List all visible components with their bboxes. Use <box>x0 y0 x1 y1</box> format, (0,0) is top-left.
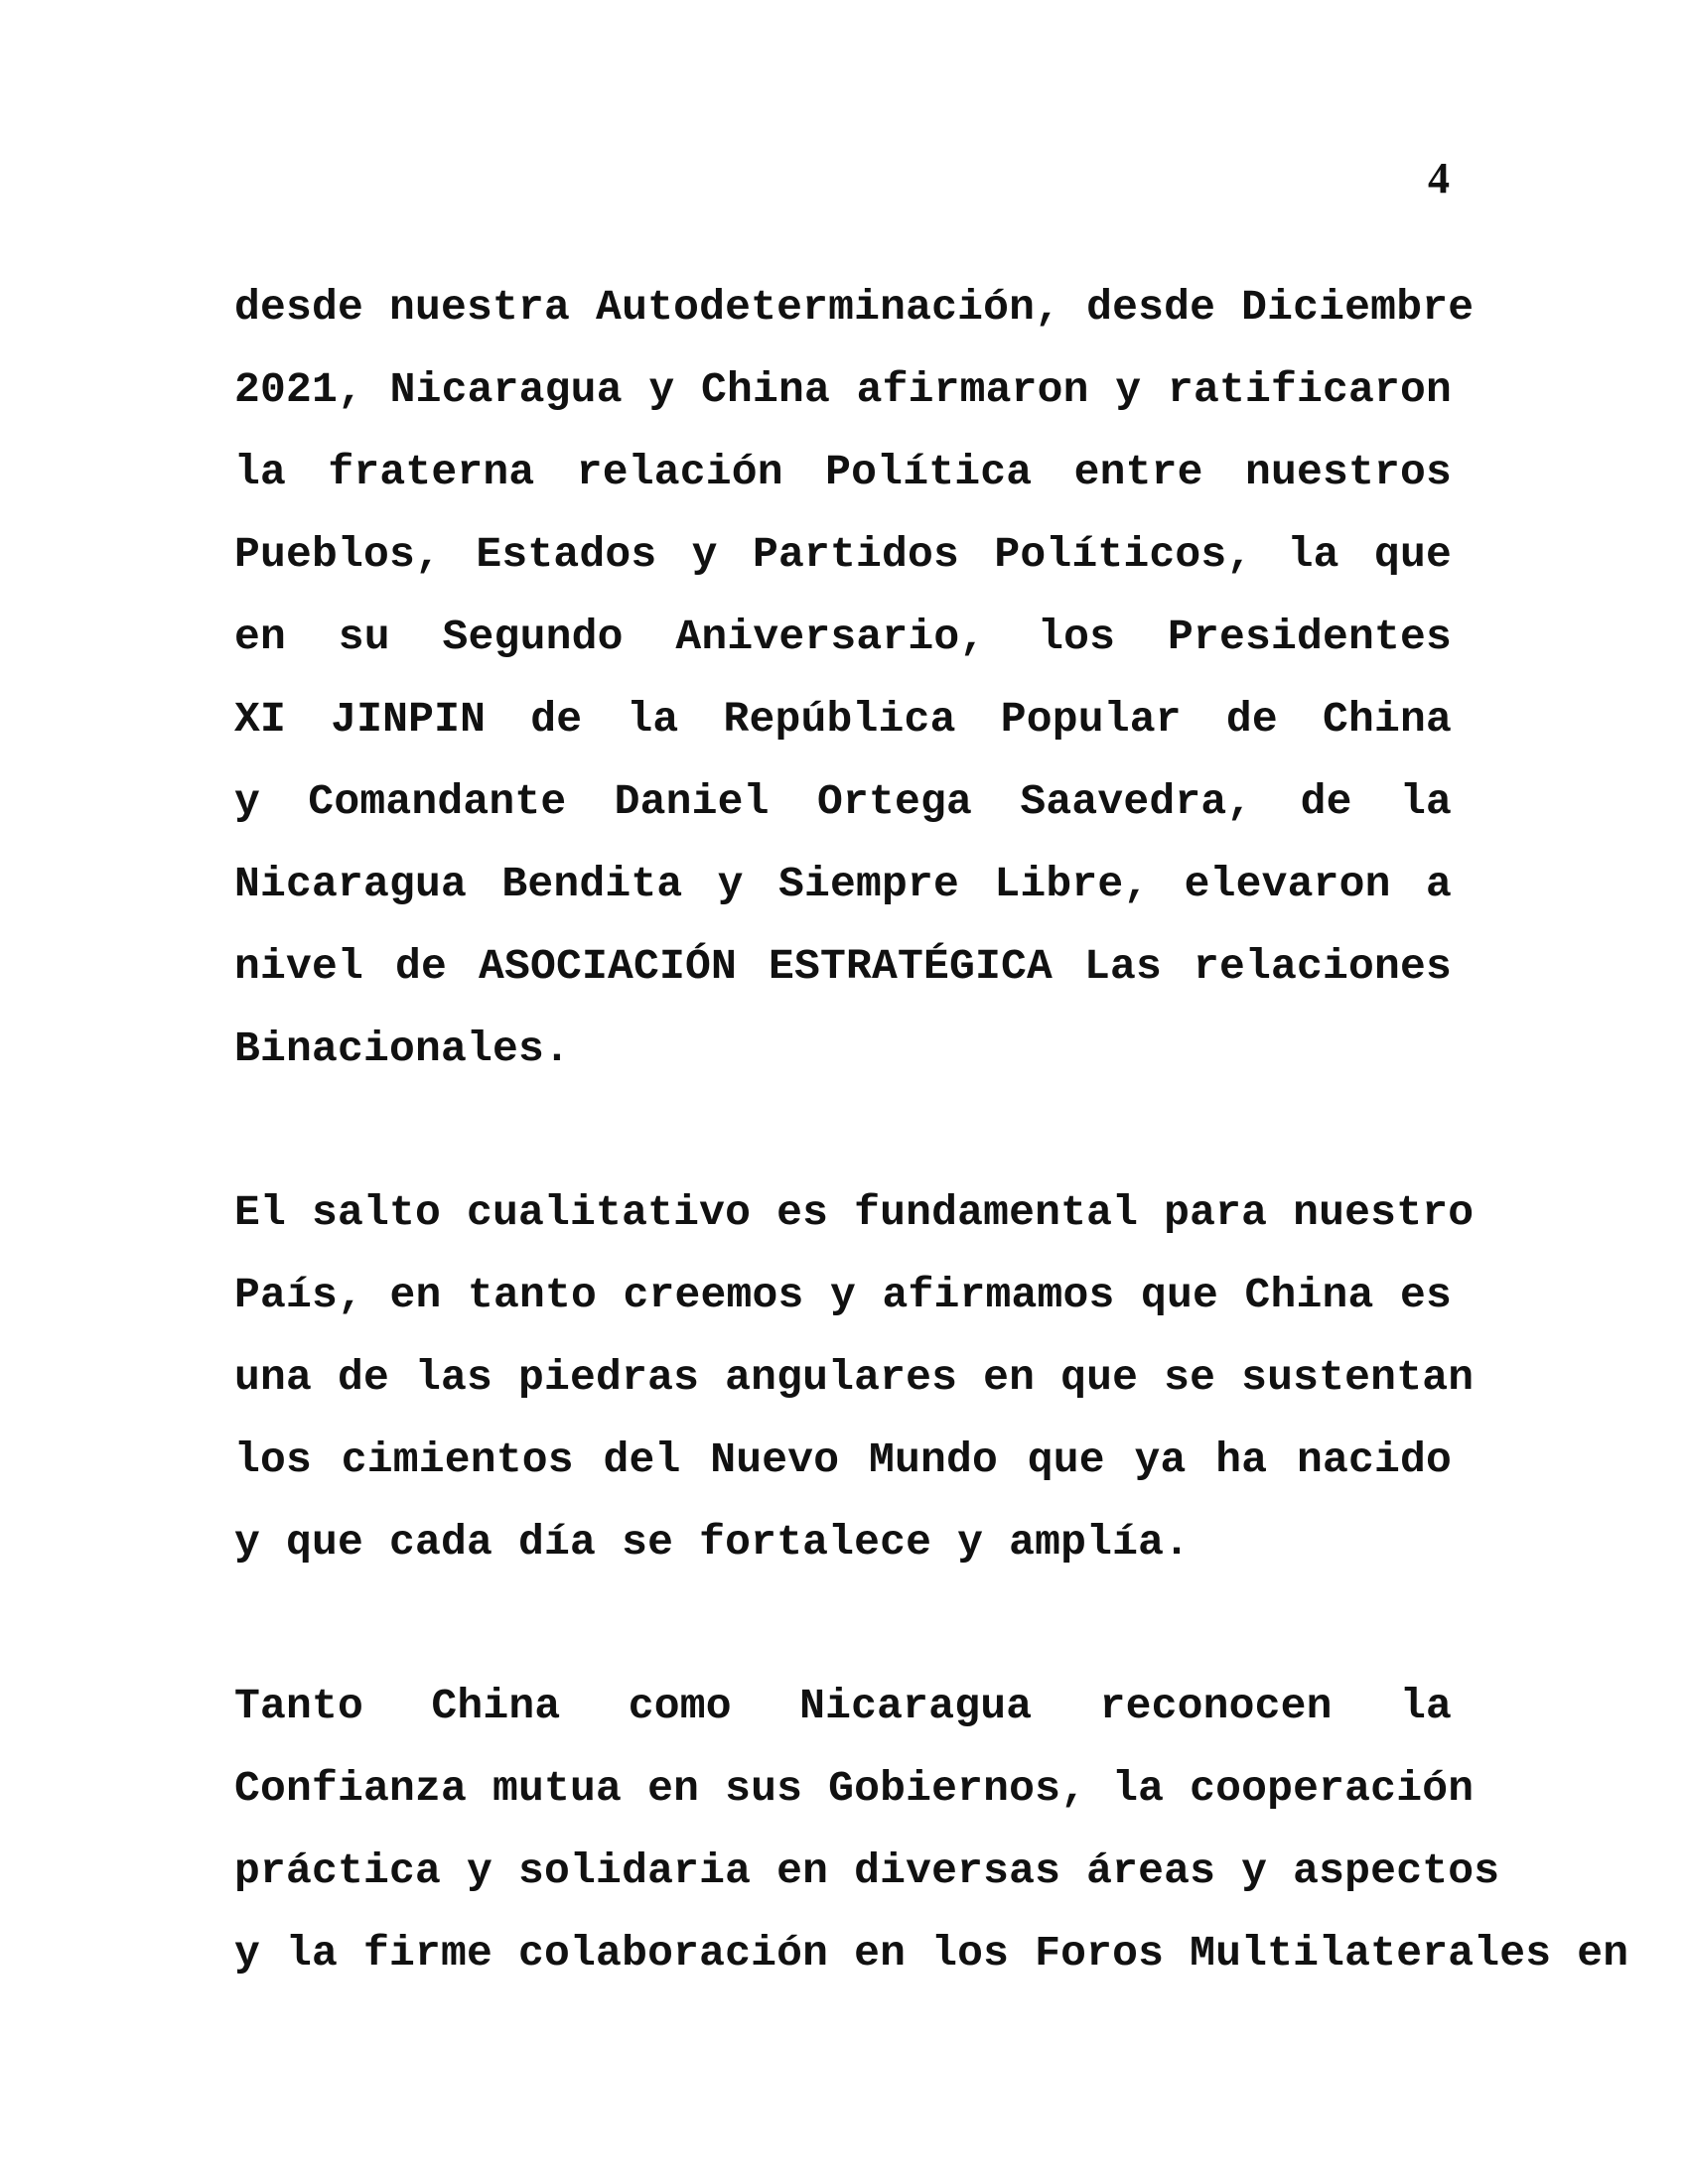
text-line: y la firme colaboración en los Foros Multilaterales en <box>234 1929 1629 1978</box>
text-line: práctica y solidaria en diversas áreas y aspectos <box>234 1846 1500 1895</box>
text-line: nivel de ASOCIACIÓN ESTRATÉGICA Las relaciones <box>234 942 1452 991</box>
paragraph-3 <box>234 1665 1629 1994</box>
text-line: y Comandante Daniel Ortega Saavedra, de la <box>234 777 1452 826</box>
text-line: una de las piedras angulares en que se sustentan <box>234 1353 1475 1402</box>
page-number: 4 <box>1428 154 1450 203</box>
paragraph-2 <box>234 1171 1475 1583</box>
text-line: la fraterna relación Política entre nuestros <box>234 448 1452 496</box>
text-line: los cimientos del Nuevo Mundo que ya ha nacido <box>234 1435 1452 1484</box>
text-line: en su Segundo Aniversario, los Presidentes <box>234 613 1452 661</box>
paragraph-1 <box>234 266 1475 1090</box>
text-line: Nicaragua Bendita y Siempre Libre, elevaron a <box>234 860 1452 908</box>
text-line: y que cada día se fortalece y amplía. <box>234 1518 1191 1567</box>
document-body <box>234 266 1629 1994</box>
text-line: 2021, Nicaragua y China afirmaron y ratificaron <box>234 365 1452 414</box>
text-line: Binacionales. <box>234 1024 571 1073</box>
text-line: Confianza mutua en sus Gobiernos, la cooperación <box>234 1764 1475 1813</box>
text-line: desde nuestra Autodeterminación, desde Diciembre <box>234 283 1475 332</box>
paragraph-spacer <box>234 1090 1452 1171</box>
paragraph-spacer <box>234 1583 1452 1665</box>
text-line: Pueblos, Estados y Partidos Políticos, la que <box>234 530 1452 579</box>
text-line: País, en tanto creemos y afirmamos que China es <box>234 1271 1452 1319</box>
text-line: El salto cualitativo es fundamental para nuestro <box>234 1188 1475 1237</box>
text-line: Tanto China como Nicaragua reconocen la <box>234 1682 1452 1730</box>
text-line: XI JINPIN de la República Popular de China <box>234 695 1452 744</box>
